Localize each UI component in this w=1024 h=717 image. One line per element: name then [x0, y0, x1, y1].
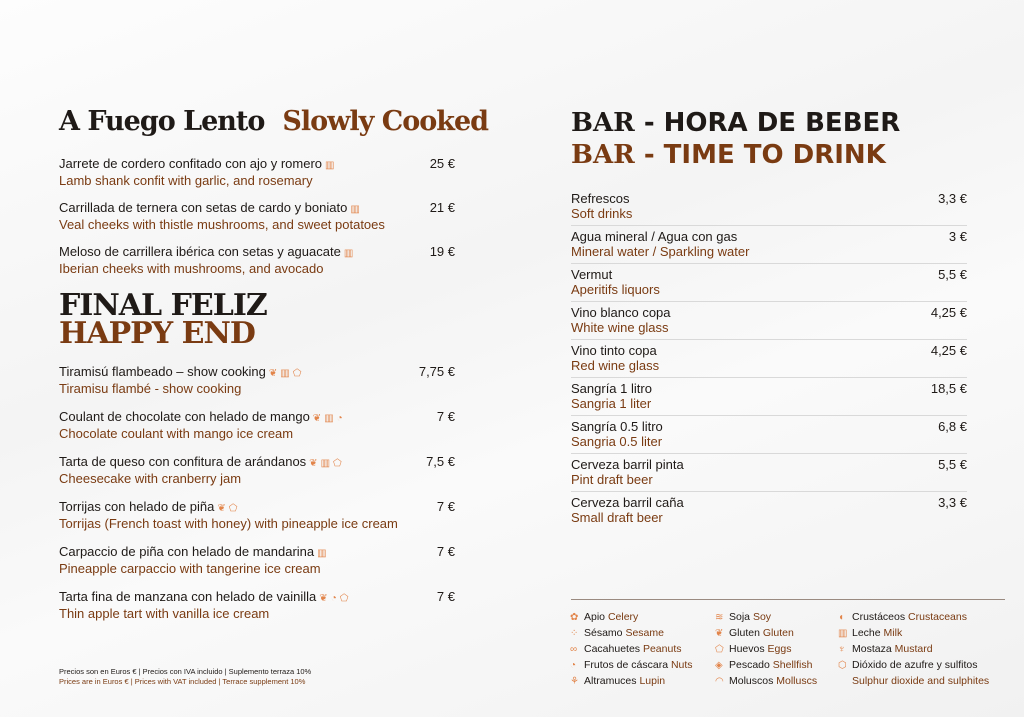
nuts-icon: ◔ — [330, 593, 337, 604]
allergen-name-en: Molluscs — [776, 675, 818, 687]
drink-price: 5,5 € — [938, 267, 967, 282]
drink-name-es: Vino blanco copa — [571, 305, 671, 320]
drink-price: 3,3 € — [938, 191, 967, 206]
allergen-item — [570, 641, 682, 658]
celery-icon: ✿ — [570, 612, 579, 623]
allergen-item — [715, 657, 812, 674]
drink-item — [571, 267, 967, 297]
allergen-name-es: Moluscos — [729, 675, 777, 687]
milk-icon: ▥ — [317, 548, 327, 559]
nuts-icon: ◔ — [570, 660, 577, 671]
item-price: 25 € — [429, 156, 455, 171]
drink-name-es: Sangría 1 litro — [571, 381, 652, 396]
allergen-item — [570, 609, 638, 626]
allergen-item — [838, 641, 933, 658]
bar-title-rest: - TIME TO DRINK — [634, 140, 886, 170]
peanut-icon: ∞ — [570, 644, 578, 655]
drink-price: 5,5 € — [938, 457, 967, 472]
allergen-name-es: Apio — [584, 611, 608, 623]
fish-icon: ◈ — [715, 660, 723, 671]
item-name-es: Carrillada de ternera con setas de cardo y boniato ▥ — [59, 200, 360, 215]
allergen-name-en: Milk — [883, 627, 903, 639]
egg-icon: ⬠ — [292, 368, 302, 379]
item-name-es: Tarta de queso con confitura de arándanos ❦ ▥ ⬠ — [59, 454, 342, 469]
drink-separator — [571, 339, 967, 340]
drink-name-en: Aperitifs liquors — [571, 282, 660, 297]
drink-name-es: Cerveza barril pinta — [571, 457, 684, 472]
allergen-name-en: Shellfish — [772, 659, 813, 671]
item-name-en: Veal cheeks with thistle mushrooms, and sweet potatoes — [59, 217, 385, 232]
allergen-name-en: Sulphur dioxide and sulphites — [852, 675, 990, 687]
bar-title-rest: - HORA DE BEBER — [634, 108, 901, 138]
milk-icon: ▥ — [320, 458, 331, 469]
drink-name-en: White wine glass — [571, 320, 669, 335]
gluten-icon: ❦ — [319, 593, 328, 604]
allergen-name-en: Gluten — [762, 627, 794, 639]
menu-item — [59, 409, 455, 441]
allergen-name-es: Gluten — [729, 627, 763, 639]
allergen-name-es: Pescado — [729, 659, 773, 671]
item-name-es: Jarrete de cordero confitado con ajo y romero ▥ — [59, 156, 335, 171]
item-price: 7,75 € — [418, 364, 455, 379]
drink-name-es: Vino tinto copa — [571, 343, 657, 358]
sesame-icon: ⁘ — [570, 628, 579, 639]
sulphite-icon: ⬡ — [838, 660, 847, 671]
drink-item — [571, 343, 967, 373]
egg-icon: ⬠ — [333, 458, 342, 469]
allergen-item — [838, 673, 989, 689]
allergen-name-es: Soja — [729, 611, 753, 623]
allergen-name-es: Dióxido de azufre y sulfitos — [852, 659, 978, 671]
drink-separator — [571, 301, 967, 302]
item-name-es: Tarta fina de manzana con helado de vainilla ❦ ◔ ⬠ — [59, 589, 349, 604]
drink-price: 3,3 € — [938, 495, 967, 510]
section-title-slowly-cooked — [59, 106, 488, 137]
title-en: Slowly Cooked — [282, 106, 489, 137]
drink-name-en: Mineral water / Sparkling water — [571, 244, 750, 259]
item-name-es: Torrijas con helado de piña ❦ ⬠ — [59, 499, 238, 514]
gluten-icon: ❦ — [715, 628, 724, 639]
drink-item — [571, 305, 967, 335]
item-name-en: Torrijas (French toast with honey) with pineapple ice cream — [59, 516, 398, 531]
allergen-name-es: Crustáceos — [852, 611, 909, 623]
drink-price: 3 € — [948, 229, 967, 244]
drink-name-en: Red wine glass — [571, 358, 660, 373]
allergen-item — [570, 673, 665, 690]
drink-price: 4,25 € — [930, 343, 967, 358]
footer-note-es: Precios son en Euros € | Precios con IVA incluido | Suplemento terraza 10% — [59, 667, 312, 676]
section-title-final-feliz: FINAL FELIZ — [59, 288, 267, 323]
drink-name-en: Pint draft beer — [571, 472, 653, 487]
item-name-es: Coulant de chocolate con helado de mango ❦ ▥ ◔ — [59, 409, 343, 424]
allergen-name-en: Nuts — [670, 659, 693, 671]
milk-icon: ▥ — [838, 628, 848, 639]
gluten-icon: ❦ — [217, 503, 226, 514]
nuts-icon: ◔ — [336, 413, 343, 424]
bar-title-es — [571, 108, 900, 138]
item-price: 7 € — [436, 499, 455, 514]
mustard-icon: ♆ — [838, 644, 846, 655]
item-name-en: Thin apple tart with vanilla ice cream — [59, 606, 270, 621]
gluten-icon: ❦ — [268, 368, 278, 379]
milk-icon: ▥ — [325, 160, 335, 171]
item-name-en: Iberian cheeks with mushrooms, and avocado — [59, 261, 324, 276]
menu-item — [59, 544, 455, 576]
drink-name-es: Sangría 0.5 litro — [571, 419, 663, 434]
milk-icon: ▥ — [343, 248, 354, 259]
menu-item — [59, 156, 455, 188]
drink-item — [571, 495, 967, 525]
drink-name-es: Agua mineral / Agua con gas — [571, 229, 738, 244]
drink-price: 6,8 € — [938, 419, 967, 434]
drink-separator — [571, 453, 967, 454]
allergen-name-en: Crustaceans — [908, 611, 967, 623]
allergen-item — [715, 641, 791, 658]
item-name-es: Carpaccio de piña con helado de mandarina ▥ — [59, 544, 327, 559]
allergen-name-en: Sesame — [625, 627, 664, 639]
menu-item — [59, 454, 455, 486]
egg-icon: ⬠ — [228, 503, 238, 514]
drink-separator — [571, 491, 967, 492]
item-name-en: Tiramisu flambé - show cooking — [59, 381, 242, 396]
menu-item — [59, 364, 455, 396]
item-name-en: Chocolate coulant with mango ice cream — [59, 426, 294, 441]
item-name-es: Tiramisú flambeado – show cooking ❦ ▥ ⬠ — [59, 364, 302, 379]
allergen-name-es: Sésamo — [584, 627, 626, 639]
allergen-name-en: Peanuts — [642, 643, 682, 655]
drink-separator — [571, 263, 967, 264]
allergen-item — [838, 657, 977, 674]
allergen-name-en: Soy — [752, 611, 772, 623]
item-price: 19 € — [429, 244, 455, 259]
egg-icon: ⬠ — [715, 644, 724, 655]
allergen-item — [570, 625, 664, 642]
drink-item — [571, 191, 967, 221]
gluten-icon: ❦ — [309, 458, 318, 469]
item-price: 21 € — [429, 200, 455, 215]
drink-price: 18,5 € — [930, 381, 967, 396]
drink-price: 4,25 € — [930, 305, 967, 320]
drink-separator — [571, 415, 967, 416]
drink-name-en: Sangria 1 liter — [571, 396, 652, 411]
allergen-name-es: Cacahuetes — [584, 643, 643, 655]
bar-title-en — [571, 140, 886, 170]
gluten-icon: ❦ — [312, 413, 322, 424]
milk-icon: ▥ — [324, 413, 334, 424]
allergen-item — [838, 609, 967, 626]
drink-separator — [571, 225, 967, 226]
allergen-item — [715, 609, 771, 626]
drink-name-en: Sangria 0.5 liter — [571, 434, 663, 449]
item-name-en: Pineapple carpaccio with tangerine ice cream — [59, 561, 321, 576]
allergen-divider — [571, 599, 1005, 600]
drink-item — [571, 457, 967, 487]
allergen-name-es: Frutos de cáscara — [584, 659, 671, 671]
crustacean-icon: ◖ — [838, 612, 845, 623]
allergen-name-en: Eggs — [767, 643, 792, 655]
item-price: 7 € — [436, 544, 455, 559]
menu-item — [59, 244, 455, 276]
drink-item — [571, 229, 967, 259]
drink-item — [571, 381, 967, 411]
allergen-item — [838, 625, 902, 642]
menu-item — [59, 200, 455, 232]
menu-item — [59, 499, 455, 531]
allergen-name-en: Mustard — [894, 643, 933, 655]
milk-icon: ▥ — [280, 368, 290, 379]
drink-name-en: Small draft beer — [571, 510, 663, 525]
allergen-name-es: Altramuces — [584, 675, 640, 687]
milk-icon: ▥ — [350, 204, 360, 215]
drink-name-es: Vermut — [571, 267, 613, 282]
footer-note-en: Prices are in Euros € | Prices with VAT included | Terrace supplement 10% — [59, 677, 306, 686]
drink-separator — [571, 377, 967, 378]
allergen-item — [570, 657, 693, 674]
mollusc-icon: ◠ — [715, 676, 724, 687]
bar-word: BAR — [571, 140, 635, 170]
soy-icon: ≋ — [715, 612, 724, 623]
allergen-name-es: Leche — [852, 627, 884, 639]
item-name-en: Cheesecake with cranberry jam — [59, 471, 242, 486]
section-title-happy-end: HAPPY END — [59, 316, 255, 351]
drink-item — [571, 419, 967, 449]
allergen-name-es: Huevos — [729, 643, 768, 655]
allergen-item — [715, 625, 794, 642]
drink-name-es: Cerveza barril caña — [571, 495, 684, 510]
bar-word: BAR — [571, 108, 635, 138]
item-price: 7,5 € — [426, 454, 455, 469]
allergen-name-es: Mostaza — [852, 643, 895, 655]
item-name-en: Lamb shank confit with garlic, and rosemary — [59, 173, 313, 188]
item-price: 7 € — [436, 409, 455, 424]
title-es: A Fuego Lento — [59, 106, 265, 137]
allergen-name-en: Celery — [607, 611, 639, 623]
allergen-name-en: Lupin — [639, 675, 666, 687]
drink-name-es: Refrescos — [571, 191, 630, 206]
item-price: 7 € — [436, 589, 455, 604]
item-name-es: Meloso de carrillera ibérica con setas y aguacate ▥ — [59, 244, 354, 259]
egg-icon: ⬠ — [339, 593, 349, 604]
allergen-item — [715, 673, 817, 690]
menu-item — [59, 589, 455, 621]
lupin-icon: ⚘ — [570, 676, 579, 687]
drink-name-en: Soft drinks — [571, 206, 633, 221]
